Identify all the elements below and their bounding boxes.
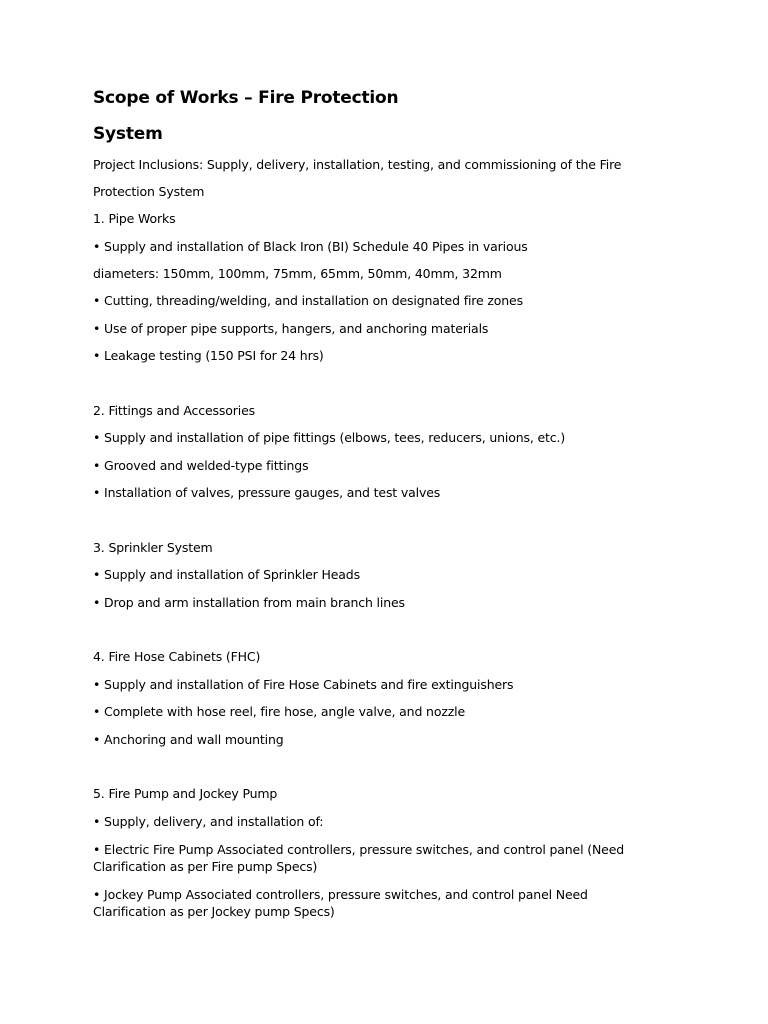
section-heading-pipe-works: 1. Pipe Works bbox=[93, 211, 176, 226]
list-item: • Drop and arm installation from main branch lines bbox=[93, 595, 405, 610]
list-item: • Grooved and welded-type fittings bbox=[93, 458, 309, 473]
section-heading-fire-hose-cabinets: 4. Fire Hose Cabinets (FHC) bbox=[93, 649, 261, 664]
section-heading-fittings: 2. Fittings and Accessories bbox=[93, 403, 255, 418]
list-item: • Jockey Pump Associated controllers, pressure switches, and control panel Need Clarification as per Jockey pump Specs) bbox=[93, 887, 588, 919]
document-title-line-1: Scope of Works – Fire Protection bbox=[93, 88, 399, 108]
list-item: • Supply and installation of Fire Hose Cabinets and fire extinguishers bbox=[93, 677, 514, 692]
list-item: • Supply and installation of pipe fittings (elbows, tees, reducers, unions, etc.) bbox=[93, 430, 566, 445]
document-title-line-2: System bbox=[93, 124, 163, 144]
list-item: diameters: 150mm, 100mm, 75mm, 65mm, 50mm, 40mm, 32mm bbox=[93, 266, 502, 281]
list-item: • Anchoring and wall mounting bbox=[93, 732, 284, 747]
list-item: • Use of proper pipe supports, hangers, and anchoring materials bbox=[93, 321, 489, 336]
list-item: • Supply, delivery, and installation of: bbox=[93, 814, 324, 829]
section-heading-sprinkler: 3. Sprinkler System bbox=[93, 540, 213, 555]
list-item: • Supply and installation of Sprinkler Heads bbox=[93, 567, 360, 582]
section-heading-fire-pump: 5. Fire Pump and Jockey Pump bbox=[93, 786, 278, 801]
list-item: • Supply and installation of Black Iron (BI) Schedule 40 Pipes in various bbox=[93, 239, 528, 254]
list-item: • Installation of valves, pressure gauges, and test valves bbox=[93, 485, 441, 500]
list-item: • Cutting, threading/welding, and installation on designated fire zones bbox=[93, 293, 523, 308]
list-item: • Leakage testing (150 PSI for 24 hrs) bbox=[93, 348, 324, 363]
intro-line-2: Protection System bbox=[93, 184, 205, 199]
list-item: • Electric Fire Pump Associated controllers, pressure switches, and control panel (Need Clarification as per Fire pump Specs) bbox=[93, 842, 625, 874]
intro-line-1: Project Inclusions: Supply, delivery, installation, testing, and commissioning of the Fire bbox=[93, 157, 622, 172]
list-item: • Complete with hose reel, fire hose, angle valve, and nozzle bbox=[93, 704, 466, 719]
